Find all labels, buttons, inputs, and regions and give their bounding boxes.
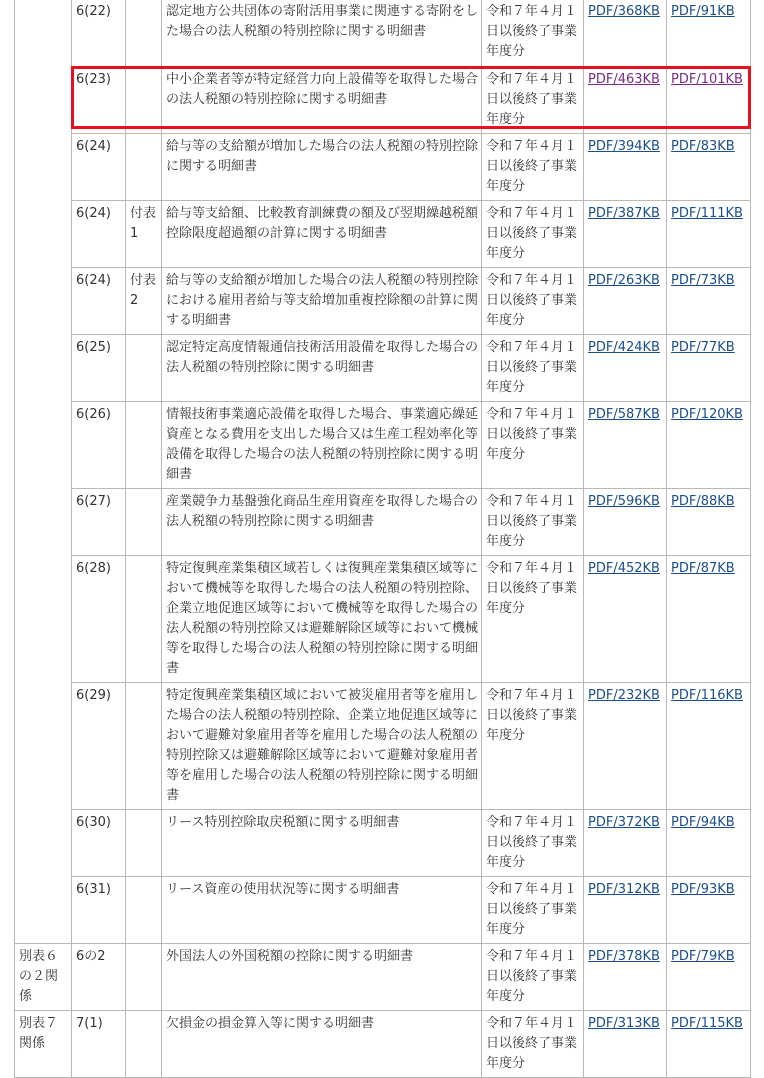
pdf-link-small-cell [667, 268, 751, 335]
pdf-link-small[interactable]: PDF/93KB [671, 882, 735, 897]
pdf-link[interactable]: PDF/368KB [588, 4, 660, 19]
pdf-link[interactable]: PDF/387KB [588, 206, 660, 221]
pdf-link[interactable]: PDF/313KB [588, 1016, 660, 1031]
period-cell: 令和７年４月１日以後終了事業年度分 [482, 877, 584, 944]
pdf-link-cell [584, 134, 667, 201]
period-cell: 令和７年４月１日以後終了事業年度分 [482, 683, 584, 810]
group-cell: 別表６の２関係 [15, 944, 72, 1011]
number-cell: 6(31) [72, 877, 126, 944]
table-row [15, 402, 751, 489]
number-cell: 6(30) [72, 810, 126, 877]
number-cell: 6(22) [72, 0, 126, 67]
form-title-cell: 給与等支給額、比較教育訓練費の額及び翌期繰越税額控除限度超過額の計算に関する明細書 [162, 201, 482, 268]
number-cell: 6(24) [72, 134, 126, 201]
forms-table [14, 0, 751, 1078]
pdf-link-small[interactable]: PDF/111KB [671, 206, 743, 221]
sub-cell [126, 489, 162, 556]
number-cell: 6の2 [72, 944, 126, 1011]
table-row [15, 0, 751, 67]
pdf-link[interactable]: PDF/394KB [588, 139, 660, 154]
sub-cell: 付表2 [126, 268, 162, 335]
pdf-link[interactable]: PDF/312KB [588, 882, 660, 897]
table-row [15, 201, 751, 268]
sub-cell [126, 67, 162, 134]
pdf-link-cell [584, 0, 667, 67]
form-title-cell: リース特別控除取戻税額に関する明細書 [162, 810, 482, 877]
period-cell: 令和７年４月１日以後終了事業年度分 [482, 67, 584, 134]
table-row [15, 944, 751, 1011]
period-cell: 令和７年４月１日以後終了事業年度分 [482, 134, 584, 201]
pdf-link-cell [584, 402, 667, 489]
pdf-link-small-cell [667, 683, 751, 810]
form-title-cell: 給与等の支給額が増加した場合の法人税額の特別控除に関する明細書 [162, 134, 482, 201]
pdf-link-small-cell [667, 335, 751, 402]
form-title-cell: 産業競争力基盤強化商品生産用資産を取得した場合の法人税額の特別控除に関する明細書 [162, 489, 482, 556]
pdf-link-small[interactable]: PDF/94KB [671, 815, 735, 830]
pdf-link-small-cell [667, 556, 751, 683]
sub-cell [126, 0, 162, 67]
pdf-link-cell [584, 268, 667, 335]
group-cell [15, 0, 72, 944]
period-cell: 令和７年４月１日以後終了事業年度分 [482, 810, 584, 877]
sub-cell [126, 134, 162, 201]
pdf-link-small[interactable]: PDF/116KB [671, 688, 743, 703]
number-cell: 6(29) [72, 683, 126, 810]
table-row [15, 489, 751, 556]
period-cell: 令和７年４月１日以後終了事業年度分 [482, 335, 584, 402]
number-cell: 6(24) [72, 201, 126, 268]
sub-cell [126, 944, 162, 1011]
sub-cell [126, 1011, 162, 1078]
pdf-link-cell [584, 335, 667, 402]
table-row [15, 1011, 751, 1078]
pdf-link[interactable]: PDF/232KB [588, 688, 660, 703]
pdf-link-small-cell [667, 67, 751, 134]
pdf-link-cell [584, 683, 667, 810]
form-title-cell: 外国法人の外国税額の控除に関する明細書 [162, 944, 482, 1011]
sub-cell [126, 335, 162, 402]
table-row [15, 335, 751, 402]
number-cell: 7(1) [72, 1011, 126, 1078]
number-cell: 6(24) [72, 268, 126, 335]
form-title-cell: 給与等の支給額が増加した場合の法人税額の特別控除における雇用者給与等支給増加重複控除額の計算に関する明細書 [162, 268, 482, 335]
sub-cell [126, 877, 162, 944]
pdf-link-small[interactable]: PDF/83KB [671, 139, 735, 154]
pdf-link-small-cell [667, 489, 751, 556]
form-title-cell: リース資産の使用状況等に関する明細書 [162, 877, 482, 944]
table-row [15, 556, 751, 683]
pdf-link-small-cell [667, 877, 751, 944]
pdf-link[interactable]: PDF/587KB [588, 407, 660, 422]
pdf-link-small[interactable]: PDF/87KB [671, 561, 735, 576]
pdf-link-cell [584, 810, 667, 877]
form-title-cell: 特定復興産業集積区域において被災雇用者等を雇用した場合の法人税額の特別控除、企業立地促進区域等において避難対象雇用者等を雇用した場合の法人税額の特別控除又は避難解除区域等において避難対象雇用者等を雇用した場合の法人税額の特別控除に関する明細書 [162, 683, 482, 810]
form-title-cell: 情報技術事業適応設備を取得した場合、事業適応繰延資産となる費用を支出した場合又は生産工程効率化等設備を取得した場合の法人税額の特別控除に関する明細書 [162, 402, 482, 489]
forms-table-body [15, 0, 751, 1078]
group-cell: 別表７関係 [15, 1011, 72, 1078]
pdf-link-small[interactable]: PDF/73KB [671, 273, 735, 288]
period-cell: 令和７年４月１日以後終了事業年度分 [482, 201, 584, 268]
table-row [15, 134, 751, 201]
pdf-link[interactable]: PDF/596KB [588, 494, 660, 509]
pdf-link-cell [584, 556, 667, 683]
pdf-link[interactable]: PDF/378KB [588, 949, 660, 964]
form-title-cell: 中小企業者等が特定経営力向上設備等を取得した場合の法人税額の特別控除に関する明細書 [162, 67, 482, 134]
sub-cell [126, 556, 162, 683]
form-title-cell: 認定特定高度情報通信技術活用設備を取得した場合の法人税額の特別控除に関する明細書 [162, 335, 482, 402]
period-cell: 令和７年４月１日以後終了事業年度分 [482, 402, 584, 489]
pdf-link-small-cell [667, 1011, 751, 1078]
pdf-link-small-cell [667, 810, 751, 877]
period-cell: 令和７年４月１日以後終了事業年度分 [482, 268, 584, 335]
sub-cell [126, 810, 162, 877]
period-cell: 令和７年４月１日以後終了事業年度分 [482, 556, 584, 683]
pdf-link-small-cell [667, 134, 751, 201]
pdf-link-small-cell [667, 402, 751, 489]
sub-cell [126, 402, 162, 489]
pdf-link-cell [584, 877, 667, 944]
form-title-cell: 特定復興産業集積区域若しくは復興産業集積区域等において機械等を取得した場合の法人税額の特別控除、企業立地促進区域等において機械等を取得した場合の法人税額の特別控除又は避難解除区域等において機械等を取得した場合の法人税額の特別控除に関する明細書 [162, 556, 482, 683]
pdf-link-cell [584, 944, 667, 1011]
number-cell: 6(26) [72, 402, 126, 489]
period-cell: 令和７年４月１日以後終了事業年度分 [482, 1011, 584, 1078]
table-row [15, 67, 751, 134]
table-row [15, 268, 751, 335]
form-title-cell: 認定地方公共団体の寄附活用事業に関連する寄附をした場合の法人税額の特別控除に関する明細書 [162, 0, 482, 67]
number-cell: 6(23) [72, 67, 126, 134]
table-row [15, 877, 751, 944]
pdf-link-small[interactable]: PDF/88KB [671, 494, 735, 509]
pdf-link-small[interactable]: PDF/120KB [671, 407, 743, 422]
table-row [15, 810, 751, 877]
period-cell: 令和７年４月１日以後終了事業年度分 [482, 944, 584, 1011]
pdf-link[interactable]: PDF/452KB [588, 561, 660, 576]
pdf-link-small[interactable]: PDF/91KB [671, 4, 735, 19]
pdf-link-small[interactable]: PDF/115KB [671, 1016, 743, 1031]
pdf-link-cell [584, 489, 667, 556]
pdf-link-cell [584, 67, 667, 134]
pdf-link-small[interactable]: PDF/101KB [671, 72, 743, 87]
period-cell: 令和７年４月１日以後終了事業年度分 [482, 489, 584, 556]
pdf-link-cell [584, 1011, 667, 1078]
pdf-link[interactable]: PDF/424KB [588, 340, 660, 355]
pdf-link-cell [584, 201, 667, 268]
pdf-link-small[interactable]: PDF/77KB [671, 340, 735, 355]
pdf-link-small[interactable]: PDF/79KB [671, 949, 735, 964]
number-cell: 6(25) [72, 335, 126, 402]
pdf-link[interactable]: PDF/263KB [588, 273, 660, 288]
pdf-link-small-cell [667, 201, 751, 268]
pdf-link-small-cell [667, 944, 751, 1011]
pdf-link[interactable]: PDF/463KB [588, 72, 660, 87]
number-cell: 6(27) [72, 489, 126, 556]
sub-cell [126, 683, 162, 810]
form-title-cell: 欠損金の損金算入等に関する明細書 [162, 1011, 482, 1078]
pdf-link[interactable]: PDF/372KB [588, 815, 660, 830]
table-row [15, 683, 751, 810]
period-cell: 令和７年４月１日以後終了事業年度分 [482, 0, 584, 67]
sub-cell: 付表1 [126, 201, 162, 268]
number-cell: 6(28) [72, 556, 126, 683]
pdf-link-small-cell [667, 0, 751, 67]
